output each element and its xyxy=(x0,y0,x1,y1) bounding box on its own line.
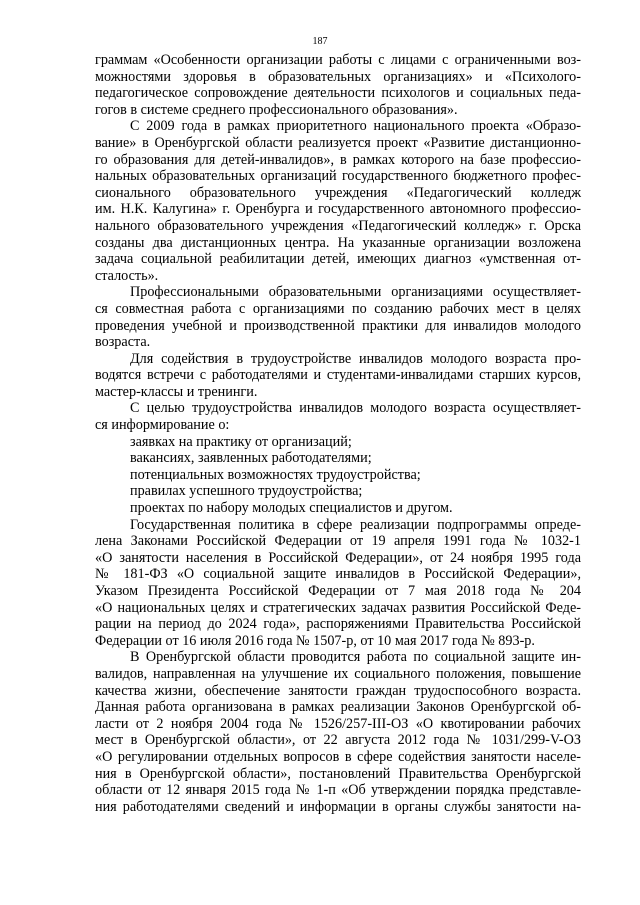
text-line: Государственная политика в сфере реализации подпрограммы опреде- xyxy=(130,516,581,533)
text-line: водятся встречи с работодателями и студентами-инвалидами старших курсов, xyxy=(95,367,581,384)
text-line: мастер-классы и тренинги. xyxy=(95,383,258,400)
text-line: ласти от 2 ноября 2004 года № 1526/257-III-ОЗ «О квотировании рабочих xyxy=(95,715,581,732)
text-line: задача социальной реабилитации детей, имеющих диагноз «умственная от- xyxy=(95,251,581,268)
text-line: проведения учебной и производственной практики для инвалидов молодого xyxy=(95,317,581,334)
list-item: заявках на практику от организаций; xyxy=(130,433,352,450)
text-line: мест в Оренбургской области», от 22 августа 2012 года № 1031/299-V-ОЗ xyxy=(95,732,581,749)
text-line: «О регулировании отдельных вопросов в сфере содействия занятости населе- xyxy=(95,748,581,765)
text-line: ся информирование о: xyxy=(95,417,230,434)
text-line: Профессиональными образовательными организациями осуществляет- xyxy=(130,284,581,301)
text-line: рации на период до 2024 года», распоряжениями Правительства Российской xyxy=(95,616,581,633)
text-line: валидов, направленная на улучшение их социального положения, повышение xyxy=(95,665,581,682)
text-line: качества жизни, обеспечение занятости граждан трудоспособного возраста. xyxy=(95,682,581,699)
text-line: вание» в Оренбургской области реализуется проект «Развитие дистанционно- xyxy=(95,134,581,151)
text-line: С 2009 года в рамках приоритетного национального проекта «Образо- xyxy=(130,118,581,135)
text-line: педагогическое сопровождение деятельности психологов и социальных педа- xyxy=(95,85,581,102)
text-line: области от 12 января 2015 года № 1-п «Об утверждении порядка представле- xyxy=(95,782,581,799)
text-line: нального образовательного учреждения «Педагогический колледж» г. Орска xyxy=(95,217,581,234)
text-line: В Оренбургской области проводится работа по социальной защите ин- xyxy=(130,649,581,666)
text-line: Указом Президента Российской Федерации от 7 мая 2018 года № 204 xyxy=(95,583,581,599)
text-line: «О национальных целях и стратегических задачах развития Российской Феде- xyxy=(95,599,581,616)
text-line: ния работодателями сведений и информации в органы службы занятости на- xyxy=(95,798,581,815)
text-line: Данная работа организована в рамках реализации Законов Оренбургской об- xyxy=(95,699,581,716)
text-line: им. Н.К. Калугина» г. Оренбурга и государственного автономного профессио- xyxy=(95,201,581,218)
text-line: сталость». xyxy=(95,267,159,284)
text-line: Федерации от 16 июля 2016 года № 1507-р, от 10 мая 2017 года № 893-р. xyxy=(95,632,535,649)
list-item: вакансиях, заявленных работодателями; xyxy=(130,450,372,467)
text-line: ния в Оренбургской области», постановлений Правительства Оренбургской xyxy=(95,765,581,782)
text-line: лена Законами Российской Федерации от 19 апреля 1991 года № 1032-1 xyxy=(95,533,581,550)
document-body xyxy=(95,52,581,815)
text-line: можностями здоровья в образовательных организациях» и «Психолого- xyxy=(95,68,581,85)
text-line: граммам «Особенности организации работы с лицами с ограниченными воз- xyxy=(95,52,581,68)
text-line: ся совместная работа с организациями по созданию рабочих мест в целях xyxy=(95,300,581,317)
text-line: созданы два дистанционных центра. На указанные организации возложена xyxy=(95,234,581,251)
text-line: нальных образовательных организаций государственного бюджетного профес- xyxy=(95,168,581,185)
text-line: возраста. xyxy=(95,334,151,351)
list-item: потенциальных возможностях трудоустройства; xyxy=(130,466,421,483)
list-item: проектах по набору молодых специалистов и другом. xyxy=(130,500,453,517)
text-line: С целью трудоустройства инвалидов молодого возраста осуществляет- xyxy=(130,400,581,417)
text-line: сионального образовательного учреждения «Педагогический колледж xyxy=(95,184,581,201)
text-line: «О занятости населения в Российской Федерации», от 24 ноября 1995 года xyxy=(95,549,581,566)
text-line: гогов в системе среднего профессионального образования». xyxy=(95,101,458,118)
text-line: № 181-ФЗ «О социальной защите инвалидов в Российской Федерации», xyxy=(95,566,581,583)
text-line: го образования для детей-инвалидов», в рамках которого на базе профессио- xyxy=(95,151,581,168)
text-line: Для содействия в трудоустройстве инвалидов молодого возраста про- xyxy=(130,350,581,367)
list-item: правилах успешного трудоустройства; xyxy=(130,483,363,500)
page-number: 187 xyxy=(312,36,328,47)
